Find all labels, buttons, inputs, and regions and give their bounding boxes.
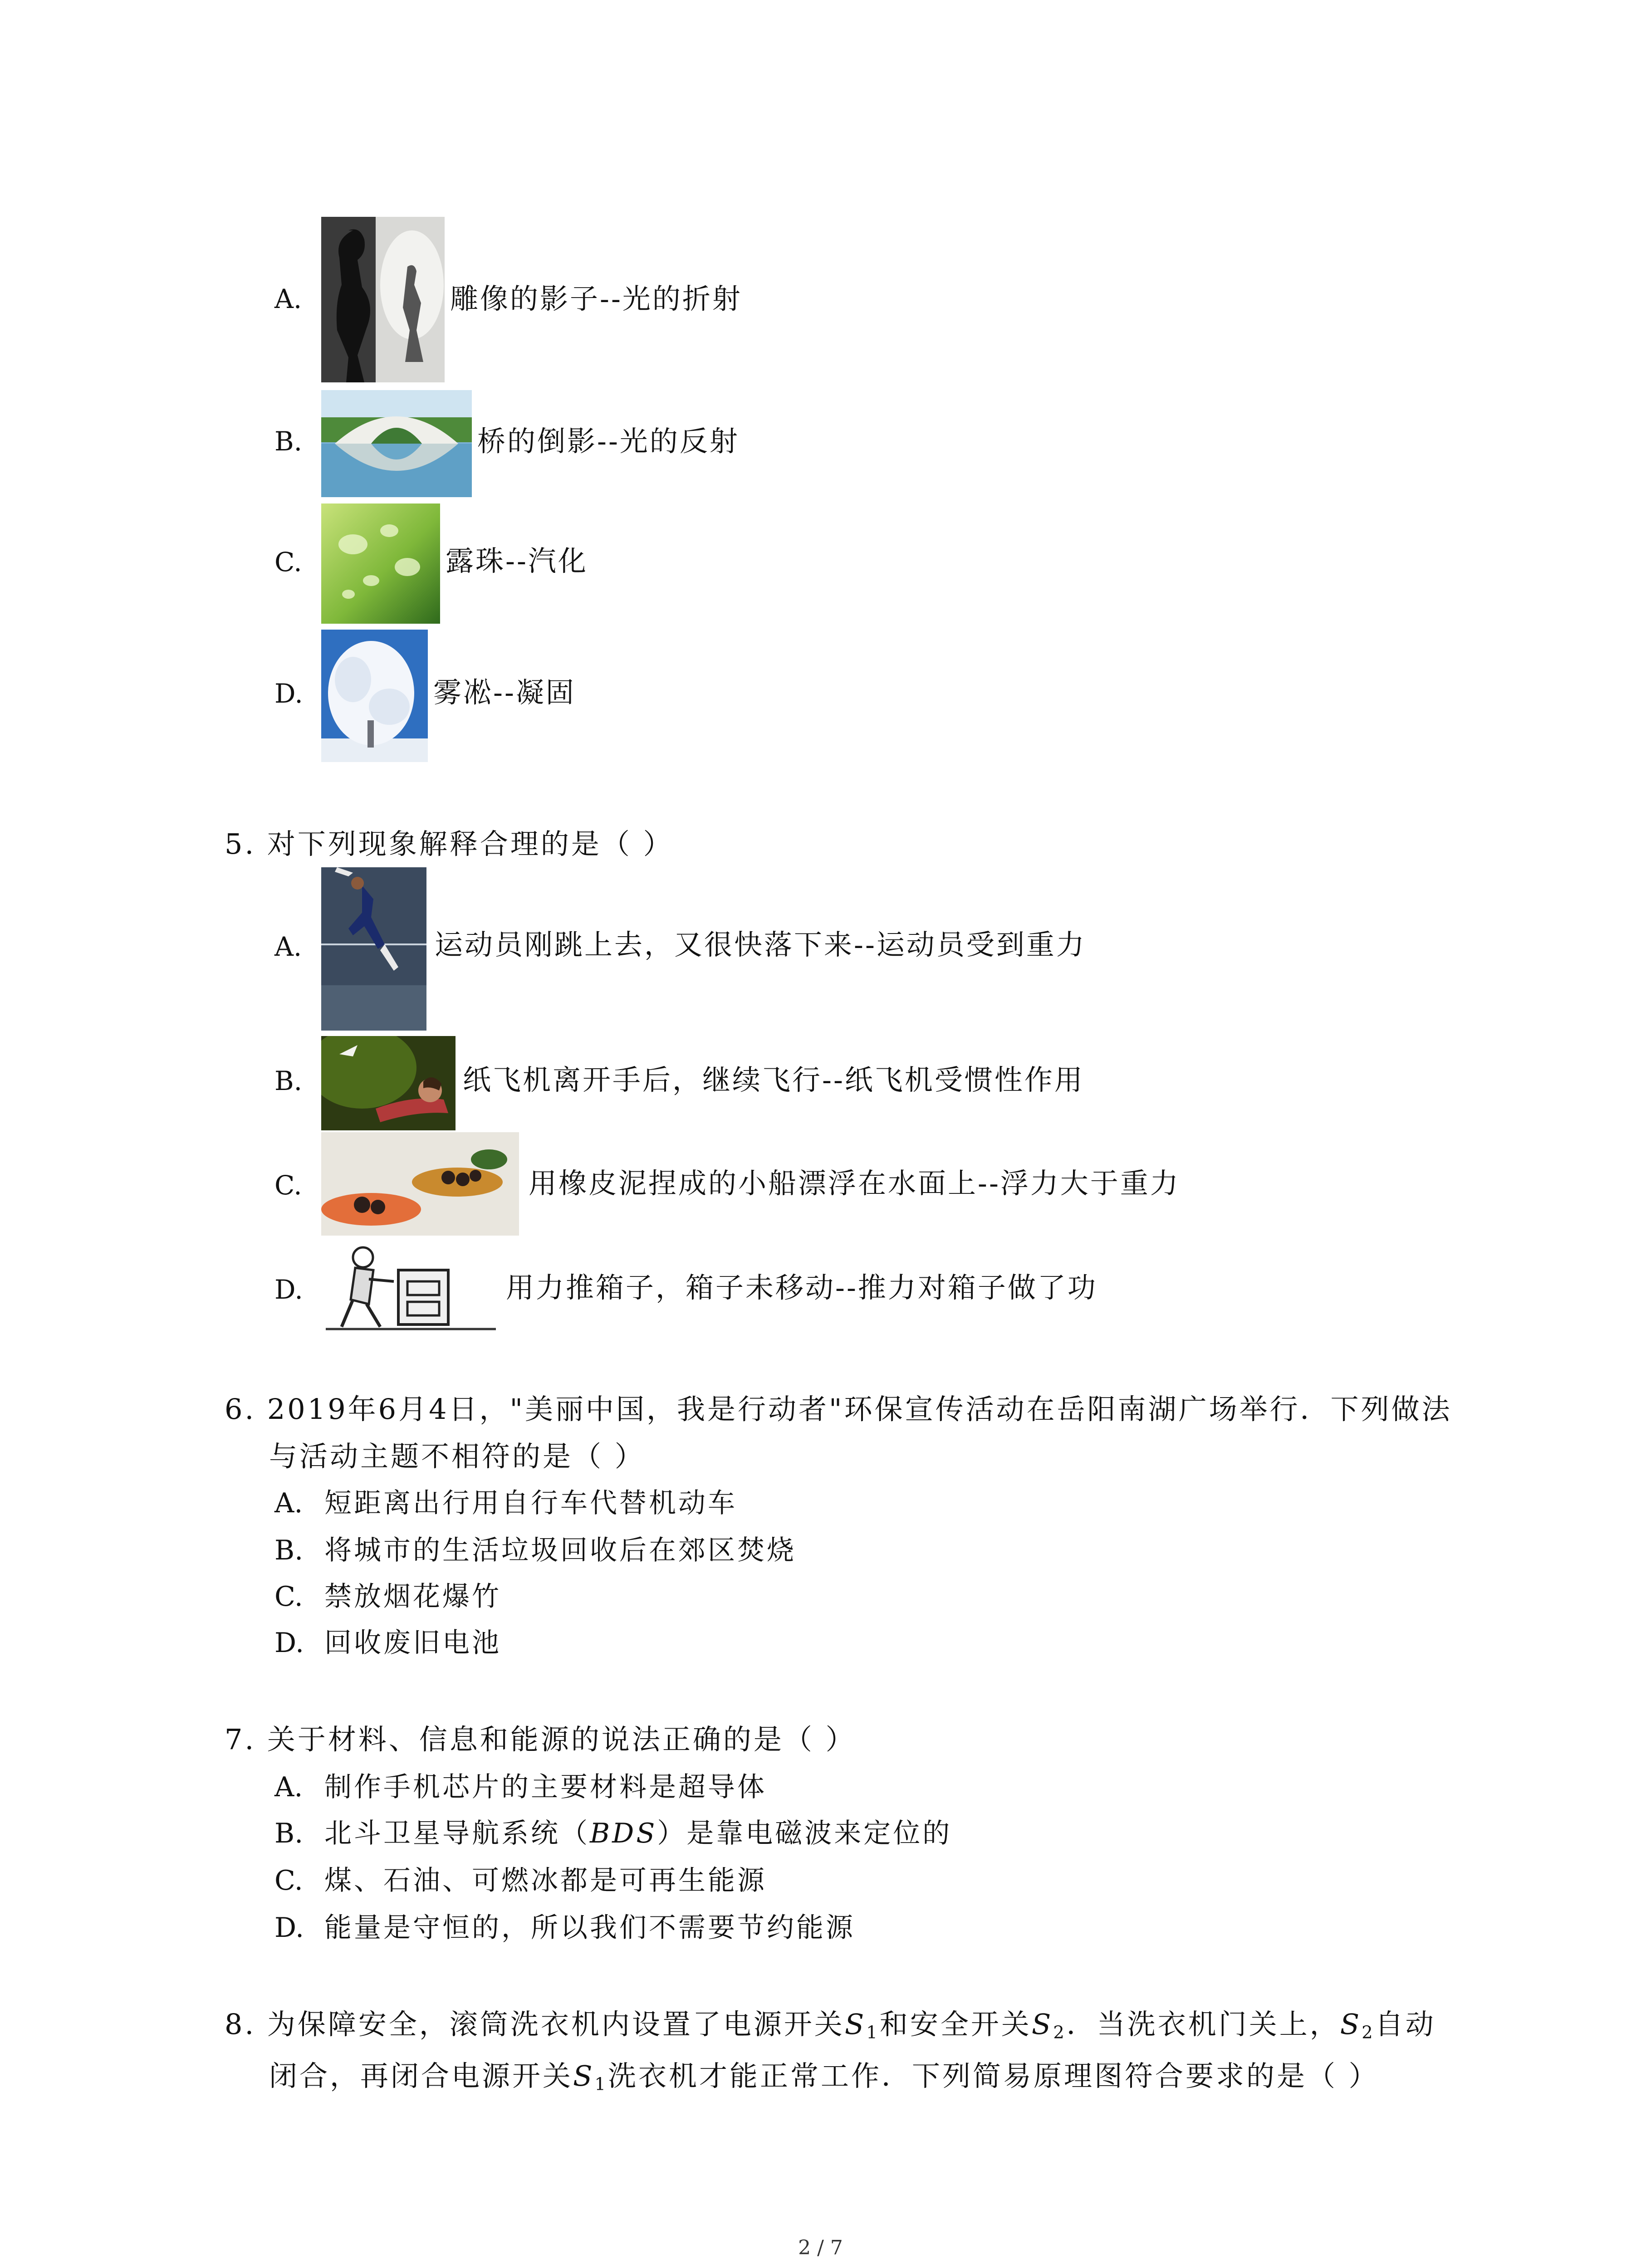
rime-tree-image (321, 630, 428, 762)
q4-option-d-letter: D. (274, 678, 303, 709)
q6-option-c: C. 禁放烟花爆竹 (274, 1581, 501, 1613)
q5-option-c-text: 用橡皮泥捏成的小船漂浮在水面上--浮力大于重力 (529, 1167, 1180, 1200)
paper-plane-image (321, 1036, 456, 1130)
q7-option-d: D. 能量是守恒的，所以我们不需要节约能源 (274, 1912, 855, 1944)
q4-option-b-text: 桥的倒影--光的反射 (477, 425, 740, 458)
dewdrops-image (321, 503, 440, 624)
q6-option-d: D. 回收废旧电池 (274, 1627, 501, 1659)
q4-option-d-text: 雾凇--凝固 (433, 676, 576, 709)
q4-option-c-text: 露珠--汽化 (446, 544, 588, 577)
q5-option-c-letter: C. (274, 1170, 302, 1201)
q4-option-a-letter: A. (274, 284, 302, 314)
q6-stem-line1: 6. 2019年6月4日，"美丽中国，我是行动者"环保宣传活动在岳阳南湖广场举行．下列做法 (225, 1393, 1452, 1426)
q5-option-d-text: 用力推箱子，箱子未移动--推力对箱子做了功 (506, 1271, 1097, 1304)
q6-option-b: B. 将城市的生活垃圾回收后在郊区焚烧 (274, 1535, 796, 1566)
q5-option-a-letter: A. (274, 931, 302, 962)
q4-option-a-text: 雕像的影子--光的折射 (450, 282, 742, 315)
q8-stem-line1: 8. 为保障安全，滚筒洗衣机内设置了电源开关$S_1$和安全开关$S_2$．当洗衣机门关上，$S_2$自动 (225, 2008, 1436, 2043)
q5-option-a-text: 运动员刚跳上去，又很快落下来--运动员受到重力 (435, 928, 1086, 961)
athlete-jump-image (321, 867, 426, 1031)
page-number: 2 / 7 (798, 2236, 843, 2259)
q5-option-d-letter: D. (274, 1274, 303, 1305)
q4-option-b-letter: B. (274, 426, 303, 457)
q7-option-b: B. 北斗卫星导航系统（BDS）是靠电磁波来定位的 (274, 1818, 952, 1849)
q8-stem-line2: 闭合，再闭合电源开关$S_1$洗衣机才能正常工作．下列简易原理图符合要求的是（ ） (269, 2059, 1379, 2095)
q7-option-a: A. 制作手机芯片的主要材料是超导体 (274, 1771, 767, 1803)
clay-boat-image (321, 1132, 519, 1236)
statue-shadow-image (321, 217, 445, 382)
bridge-reflection-image (321, 390, 472, 497)
q5-stem: 5. 对下列现象解释合理的是（ ） (225, 827, 674, 860)
q6-option-a: A. 短距离出行用自行车代替机动车 (274, 1487, 737, 1519)
q7-option-c: C. 煤、石油、可燃冰都是可再生能源 (274, 1865, 767, 1897)
q4-option-c-letter: C. (274, 547, 302, 577)
q5-option-b-letter: B. (274, 1066, 303, 1096)
q6-stem-line2: 与活动主题不相符的是（ ） (269, 1440, 645, 1473)
push-box-drawing (321, 1243, 500, 1338)
q5-option-b-text: 纸飞机离开手后，继续飞行--纸飞机受惯性作用 (463, 1063, 1084, 1096)
q7-stem: 7. 关于材料、信息和能源的说法正确的是（ ） (225, 1723, 856, 1756)
